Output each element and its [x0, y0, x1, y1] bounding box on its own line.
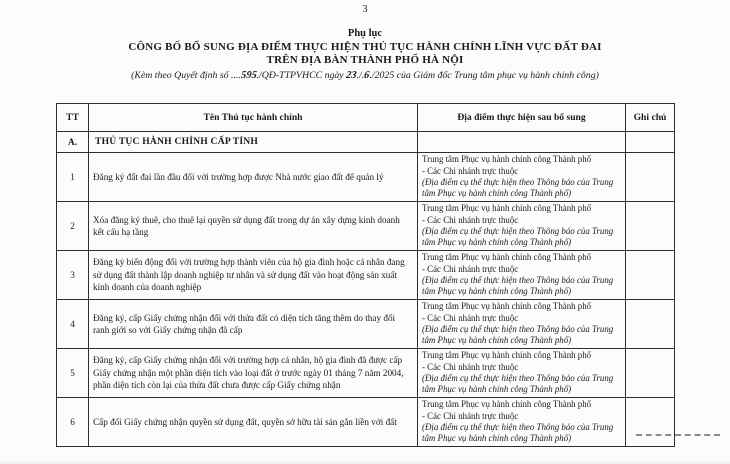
row-location-note: (Địa điểm cụ thể thực hiện theo Thông báo của Trung tâm Phục vụ hành chính công Thành phố) — [422, 177, 614, 199]
document-title-line2: TRÊN ĐỊA BÀN THÀNH PHỐ HÀ NỘI — [266, 54, 464, 66]
scan-artifact-dashes — [636, 434, 720, 436]
table-row — [57, 153, 675, 202]
issuance-note — [0, 70, 730, 81]
row-location-note: (Địa điểm cụ thể thực hiện theo Thông báo của Trung tâm Phục vụ hành chính công Thành phố) — [422, 373, 614, 395]
table-header-row — [57, 104, 675, 132]
col-header-tt: TT — [57, 104, 89, 132]
row-note — [626, 153, 675, 202]
row-location-main: Trung tâm Phục vụ hành chính công Thành phố — [422, 350, 592, 361]
row-location-branch: - Các Chi nhánh trực thuộc — [422, 312, 519, 323]
row-location-branch: - Các Chi nhánh trực thuộc — [422, 263, 519, 274]
col-header-procedure-name: Tên Thủ tục hành chính — [89, 104, 418, 132]
table-head — [57, 104, 675, 132]
row-note — [626, 251, 675, 300]
handwritten-number: 595 — [240, 70, 258, 81]
row-location-note: (Địa điểm cụ thể thực hiện theo Thông báo của Trung tâm Phục vụ hành chính công Thành phố) — [422, 324, 614, 346]
handwritten-number: 6 — [363, 70, 371, 81]
section-tt: A. — [57, 132, 89, 153]
row-location-branch: - Các Chi nhánh trực thuộc — [422, 410, 519, 421]
table-row — [57, 202, 675, 251]
row-location-branch: - Các Chi nhánh trực thuộc — [422, 214, 519, 225]
section-note — [626, 132, 675, 153]
row-location-cell — [418, 398, 626, 447]
document-title-line1: CÔNG BỐ BỔ SUNG ĐỊA ĐIỂM THỰC HIỆN THỦ TỤC HÀNH CHÍNH LĨNH VỰC ĐẤT ĐAI — [128, 41, 602, 53]
document-header — [0, 4, 730, 81]
col-header-note: Ghi chú — [626, 104, 675, 132]
row-procedure-name: Đăng ký, cấp Giấy chứng nhận đối với trường hợp cá nhân, hộ gia đình đã được cấp Giấy chứng nhận một phần diện tích vào loại đất ở trước ngày 01 tháng 7 năm 2004, phần diện tích còn lại của thửa đất chưa được cấp Giấy chứng nhận — [89, 349, 418, 398]
row-location-note: (Địa điểm cụ thể thực hiện theo Thông báo của Trung tâm Phục vụ hành chính công Thành phố) — [422, 422, 614, 444]
issuance-text-segment: ./2025 của Giám đốc Trung tâm phục vụ hành chính công) — [369, 70, 599, 81]
row-tt: 2 — [57, 202, 89, 251]
row-note — [626, 202, 675, 251]
row-location-note: (Địa điểm cụ thể thực hiện theo Thông báo của Trung tâm Phục vụ hành chính công Thành phố) — [422, 275, 614, 297]
issuance-text-segment: ./. — [356, 70, 365, 81]
row-note — [626, 349, 675, 398]
row-location-note: (Địa điểm cụ thể thực hiện theo Thông báo của Trung tâm Phục vụ hành chính công Thành phố) — [422, 226, 614, 248]
appendix-label: Phụ lục — [347, 28, 383, 39]
table-section-row — [57, 132, 675, 153]
row-tt: 1 — [57, 153, 89, 202]
col-header-location: Địa điểm thực hiện sau bổ sung — [418, 104, 626, 132]
table-row — [57, 251, 675, 300]
row-tt: 5 — [57, 349, 89, 398]
table-row — [57, 300, 675, 349]
row-location-main: Trung tâm Phục vụ hành chính công Thành phố — [422, 301, 592, 312]
row-location-cell — [418, 349, 626, 398]
section-name: THỦ TỤC HÀNH CHÍNH CẤP TỈNH — [89, 132, 418, 153]
row-location-branch: - Các Chi nhánh trực thuộc — [422, 361, 519, 372]
table-row — [57, 349, 675, 398]
row-procedure-name: Đăng ký đất đai lần đầu đối với trường hợp được Nhà nước giao đất để quản lý — [89, 153, 418, 202]
row-location-main: Trung tâm Phục vụ hành chính công Thành phố — [422, 154, 592, 165]
row-note — [626, 300, 675, 349]
row-procedure-name: Cấp đổi Giấy chứng nhận quyền sử dụng đất, quyền sở hữu tài sản gắn liền với đất — [89, 398, 418, 447]
row-note — [626, 398, 675, 447]
page-number: 3 — [362, 4, 368, 15]
row-procedure-name: Đăng ký, cấp Giấy chứng nhận đối với thửa đất có diện tích tăng thêm do thay đổi ranh giới so với Giấy chứng nhận đã cấp — [89, 300, 418, 349]
row-location-cell — [418, 202, 626, 251]
row-location-cell — [418, 300, 626, 349]
table-body — [57, 132, 675, 447]
row-tt: 4 — [57, 300, 89, 349]
row-location-main: Trung tâm Phục vụ hành chính công Thành phố — [422, 203, 592, 214]
table-row — [57, 398, 675, 447]
row-location-cell — [418, 153, 626, 202]
issuance-text-segment: ./QĐ-TTPVHCC ngày — [256, 70, 347, 81]
procedures-table — [56, 103, 675, 447]
row-location-main: Trung tâm Phục vụ hành chính công Thành phố — [422, 252, 592, 263]
row-location-main: Trung tâm Phục vụ hành chính công Thành phố — [422, 399, 592, 410]
row-procedure-name: Xóa đăng ký thuê, cho thuê lại quyền sử dụng đất trong dự án xây dựng kinh doanh kết cấu hạ tầng — [89, 202, 418, 251]
row-tt: 3 — [57, 251, 89, 300]
section-location — [418, 132, 626, 153]
row-location-cell — [418, 251, 626, 300]
row-tt: 6 — [57, 398, 89, 447]
handwritten-number: 23 — [345, 70, 358, 81]
row-procedure-name: Đăng ký biến động đối với trường hợp thành viên của hộ gia đình hoặc cá nhân đang sử dụng đất thành lập doanh nghiệp tư nhân và sử dụng đất vào hoạt động sản xuất kinh doanh của doanh nghiệp — [89, 251, 418, 300]
issuance-text-segment: (Kèm theo Quyết định số .... — [131, 70, 241, 81]
row-location-branch: - Các Chi nhánh trực thuộc — [422, 165, 519, 176]
